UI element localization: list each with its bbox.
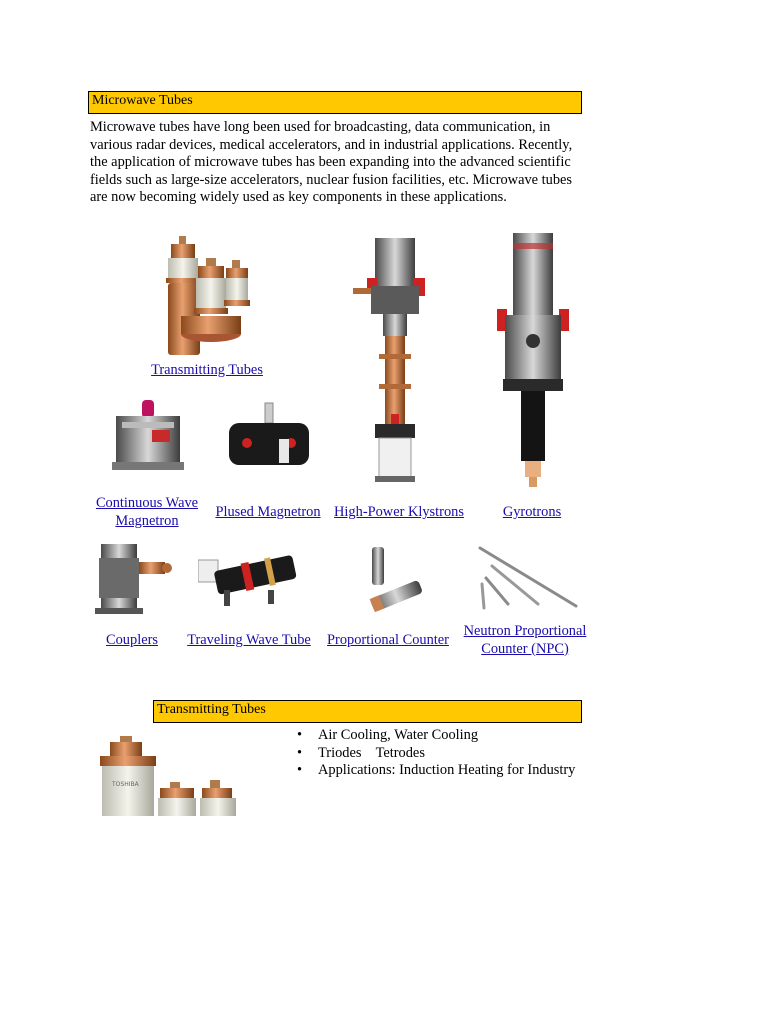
twt-link[interactable]: Traveling Wave Tube	[187, 632, 311, 648]
transmitting-tubes-features	[294, 727, 598, 780]
transmitting-tubes-link[interactable]: Transmitting Tubes	[151, 362, 263, 378]
traveling-wave-tube-photo	[198, 546, 302, 612]
npc-line2[interactable]: Counter (NPC)	[481, 640, 569, 657]
heading-text: Microwave Tubes	[92, 93, 193, 108]
npc-link[interactable]	[456, 623, 594, 658]
cw-magnetron-link[interactable]	[86, 495, 208, 530]
cw-magnetron-line1[interactable]: Continuous Wave	[95, 495, 199, 511]
klystron-photo	[345, 234, 445, 488]
section-heading-transmitting-tubes	[153, 700, 582, 723]
feature-item: • Triodes Tetrodes	[318, 745, 598, 763]
transmitting-tubes-photo	[160, 234, 255, 359]
pulsed-magnetron-photo	[225, 401, 313, 473]
svg-text:TOSHIBA: TOSHIBA	[112, 781, 139, 788]
intro-paragraph: Microwave tubes have long been used for broadcasting, data communication, in various radar devices, medical accelerators, and in industrial applications. Recently, the application of microwave tubes has been expanding into the advanced scientific fields such as large-size accelerators, nuclear fusion facilities, etc. Microwave tubes are now becoming widely used as key components in these applications.	[90, 119, 573, 206]
transmitting-tubes-detail-photo	[98, 736, 254, 816]
feature-item: • Applications: Induction Heating for Industry	[318, 762, 598, 780]
cw-magnetron-photo	[108, 398, 188, 474]
cw-magnetron-line2[interactable]: Magnetron	[115, 512, 179, 529]
coupler-photo	[95, 538, 175, 618]
proportional-counter-link[interactable]: Proportional Counter	[327, 632, 449, 648]
gyrotron-photo	[493, 233, 573, 491]
couplers-link[interactable]: Couplers	[106, 632, 158, 648]
pulsed-magnetron-link[interactable]: Plused Magnetron	[215, 504, 321, 520]
npc-line1[interactable]: Neutron Proportional	[463, 623, 587, 639]
proportional-counter-photo	[362, 543, 422, 613]
klystrons-link[interactable]: High-Power Klystrons	[334, 504, 464, 520]
heading-text: Transmitting Tubes	[157, 702, 266, 717]
npc-photo	[474, 544, 580, 610]
feature-item: • Air Cooling, Water Cooling	[318, 727, 598, 745]
gyrotrons-link[interactable]: Gyrotrons	[502, 504, 562, 520]
section-heading-microwave-tubes	[88, 91, 582, 114]
